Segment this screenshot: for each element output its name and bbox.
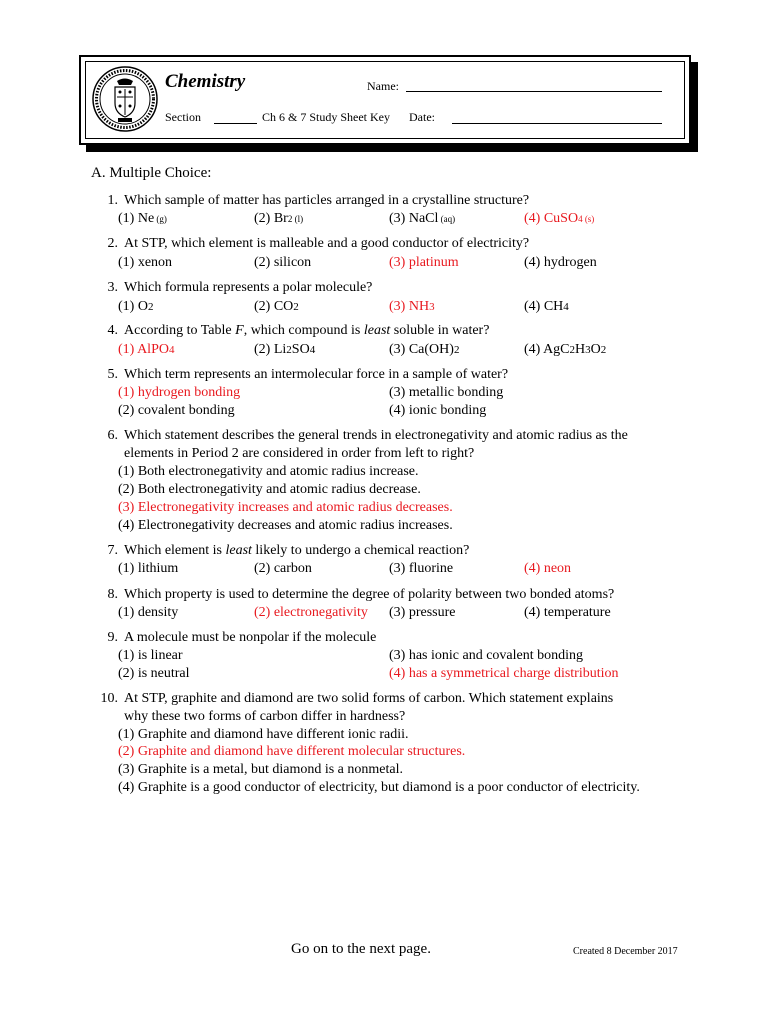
section-field-line[interactable] — [214, 123, 257, 124]
section-heading: A. Multiple Choice: — [91, 165, 212, 181]
option-4: (4) ionic bonding — [389, 403, 487, 418]
question-number: 9. — [107, 630, 118, 645]
option-2: (2) Both electronegativity and atomic radius decrease. — [118, 482, 421, 497]
option-2-correct: (2) electronegativity — [254, 605, 368, 620]
option-4: (4) temperature — [524, 605, 611, 620]
option-3: (3) metallic bonding — [389, 385, 504, 400]
name-label: Name: — [367, 79, 399, 93]
question-number: 1. — [107, 193, 118, 208]
option-2: (2) Br2 (l) — [254, 211, 304, 226]
option-2: (2) is neutral — [118, 666, 190, 681]
option-2: (2) Li2SO4 — [254, 342, 316, 357]
section-label: Section — [165, 110, 201, 124]
question-text: Which formula represents a polar molecule? — [124, 280, 373, 295]
question-text: Which property is used to determine the degree of polarity between two bonded atoms? — [124, 587, 615, 602]
question-text-line-1: At STP, graphite and diamond are two solid forms of carbon. Which statement explains — [124, 691, 614, 706]
option-3: (3) has ionic and covalent bonding — [389, 648, 584, 663]
option-3-correct: (3) platinum — [389, 255, 459, 270]
created-date: Created 8 December 2017 — [573, 946, 678, 957]
option-3-correct: (3) Electronegativity increases and atomic radius decreases. — [118, 500, 453, 515]
question-number: 8. — [107, 587, 118, 602]
name-field-line[interactable] — [406, 91, 662, 92]
option-2-correct: (2) Graphite and diamond have different molecular structures. — [118, 744, 466, 759]
question-text: Which term represents an intermolecular force in a sample of water? — [124, 367, 509, 382]
question-text-line-2: why these two forms of carbon differ in hardness? — [124, 709, 406, 724]
question-number: 7. — [107, 543, 118, 558]
option-1: (1) Graphite and diamond have different ionic radii. — [118, 727, 409, 742]
next-page-note: Go on to the next page. — [291, 941, 431, 957]
option-3: (3) NaCl (aq) — [389, 211, 456, 226]
question-text-line-1: Which statement describes the general trends in electronegativity and atomic radius as the — [124, 428, 628, 443]
option-3: (3) fluorine — [389, 561, 454, 576]
option-3: (3) Ca(OH)2 — [389, 342, 460, 357]
question-number: 6. — [107, 428, 118, 443]
option-1-correct: (1) hydrogen bonding — [118, 385, 241, 400]
option-1: (1) is linear — [118, 648, 183, 663]
question-number: 4. — [107, 323, 118, 338]
date-field-line[interactable] — [452, 123, 662, 124]
course-title: Chemistry — [165, 71, 246, 92]
option-3: (3) pressure — [389, 605, 456, 620]
question-number: 2. — [107, 236, 118, 251]
school-seal-icon — [91, 65, 159, 133]
question-text: A molecule must be nonpolar if the molecule — [124, 630, 377, 645]
option-1-correct: (1) AlPO4 — [118, 342, 175, 357]
option-4-correct: (4) has a symmetrical charge distribution — [389, 666, 619, 681]
question-number: 10. — [100, 691, 118, 706]
option-1: (1) Ne (g) — [118, 211, 167, 226]
option-2: (2) covalent bonding — [118, 403, 235, 418]
sheet-title: Ch 6 & 7 Study Sheet Key — [262, 110, 390, 124]
option-4: (4) CH4 — [524, 299, 569, 314]
option-2: (2) silicon — [254, 255, 312, 270]
header-box — [79, 55, 691, 145]
option-1: (1) density — [118, 605, 179, 620]
question-text: At STP, which element is malleable and a good conductor of electricity? — [124, 236, 530, 251]
option-4-correct: (4) neon — [524, 561, 572, 576]
option-1: (1) lithium — [118, 561, 179, 576]
question-text: Which sample of matter has particles arranged in a crystalline structure? — [124, 193, 530, 208]
option-4-correct: (4) CuSO4 (s) — [524, 211, 595, 226]
option-3-correct: (3) NH3 — [389, 299, 435, 314]
question-text: According to Table F, which compound is least soluble in water? — [124, 323, 490, 338]
option-4: (4) Graphite is a good conductor of electricity, but diamond is a poor conductor of electricity. — [118, 780, 640, 795]
question-text: Which element is least likely to undergo a chemical reaction? — [124, 543, 470, 558]
option-1: (1) Both electronegativity and atomic radius increase. — [118, 464, 419, 479]
option-3: (3) Graphite is a metal, but diamond is a nonmetal. — [118, 762, 403, 777]
question-number: 3. — [107, 280, 118, 295]
option-4: (4) AgC2H3O2 — [524, 342, 607, 357]
question-number: 5. — [107, 367, 118, 382]
option-4: (4) hydrogen — [524, 255, 597, 270]
option-1: (1) O2 — [118, 299, 154, 314]
question-text-line-2: elements in Period 2 are considered in order from left to right? — [124, 446, 475, 461]
date-label: Date: — [409, 110, 435, 124]
option-4: (4) Electronegativity decreases and atomic radius increases. — [118, 518, 453, 533]
option-1: (1) xenon — [118, 255, 173, 270]
option-2: (2) CO2 — [254, 299, 299, 314]
option-2: (2) carbon — [254, 561, 312, 576]
